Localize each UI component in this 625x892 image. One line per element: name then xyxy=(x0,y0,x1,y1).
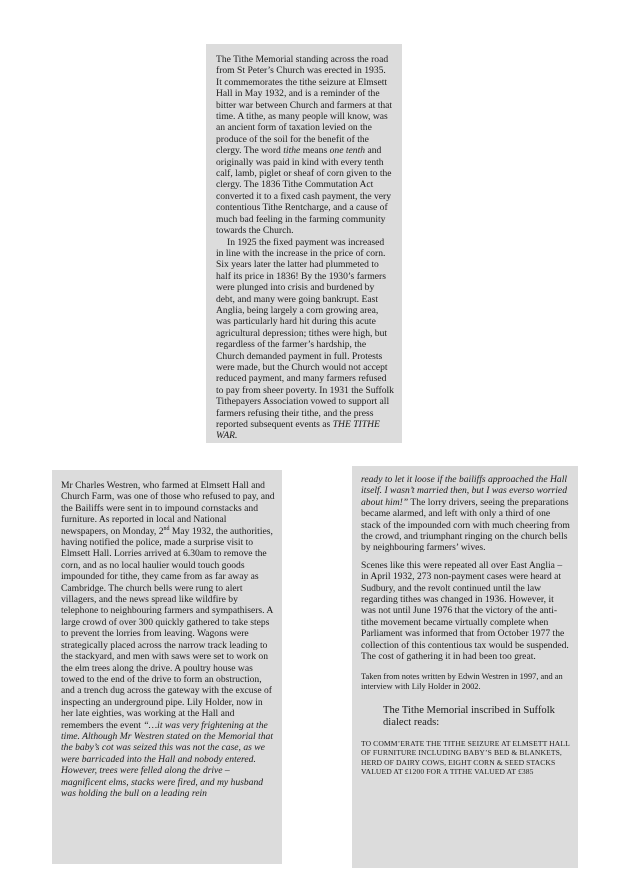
lily-holder-quote-end: ready to let it loose if the bailiffs approached the Hall itself. I wasn’t married then, but I was everso worried about him!” xyxy=(361,474,568,508)
aftermath-panel xyxy=(352,466,578,868)
tithe-war-phrase: THE TITHE WAR. xyxy=(216,419,380,442)
seizure-paragraph: Mr Charles Westren, who farmed at Elmsett Hall and Church Farm, was one of those who refused to pay, and the Bailiffs were sent in to impound cornstacks and furniture. As reported in local and National newspapers, on Monday, 2nd May 1932, the authorities, having notified the police, made a surprise visit to Elmsett Hall. Lorries arrived at 6.30am to remove the corn, and as no local haulier would touch goods impounded for tithe, they came from as far away as Cambridge. The church bells were rung to alert villagers, and the news spread like wildfire by telephone to neighbouring farmers and sympathisers. A large crowd of over 300 quickly gathered to take steps to prevent the lorries from leaving. Wagons were strategically placed across the narrow track leading to the stackyard, and men with saws were set to work on the elm trees along the drive. A poultry house was towed to the end of the drive to form an obstruction, and a trench dug across the gateway with the excuse of inspecting an underground pipe. Lily Holder, now in her late eighties, was working at the Hall and remembers the event “…it was very frightening at the time. Although Mr Westren stated on the Memorial that the baby’s cot was seized this was not the case, as we were barricaded into the Hall and nobody entered. However, trees were felled along the drive – magnificent elms, stacks were fired, and my husband was holding the bull on a leading rein xyxy=(61,480,275,799)
intro-paragraph-2: In 1925 the fixed payment was increased in line with the increase in the price of corn. Six years later the latter had plummeted to half its price in 1836! By the 1930’s farmers were plunged into crisis and burdened by debt, and many were going bankrupt. East Anglia, being largely a corn growing area, was particularly hard hit during this acute agricultural depression; tithes were high, but regardless of the farmer’s hardship, the Church demanded payment in full. Protests were made, but the Church would not accept reduced payment, and many farmers refused to pay from sheer poverty. In 1931 the Suffolk Tithepayers Association vowed to support all farmers refusing their tithe, and the press reported subsequent events as THE TITHE WAR. xyxy=(216,236,394,442)
source-credit: Taken from notes written by Edwin Westren in 1997, and an interview with Lily Holder in 2002. xyxy=(361,671,563,691)
quote-continuation-paragraph: ready to let it loose if the bailiffs approached the Hall itself. I wasn’t married then, but I was everso worried about him!” The lorry drivers, seeing the preparations became alarmed, and left with only a third of one stack of the impounded corn with much cheering from the crowd, and triumphant ringing on the church bells by neighbouring farmers’ wives. xyxy=(361,474,570,554)
word-one-tenth: one tenth xyxy=(329,145,366,157)
seizure-story-panel xyxy=(52,470,282,864)
intro-text-panel xyxy=(206,44,402,443)
memorial-inscription: TO COMM’ERATE THE TITHE SEIZURE AT ELMSETT HALL OF FURNITURE INCLUDING BABY’S BED & BLANKETS, HERD OF DAIRY COWS, EIGHT CORN & SEED STACKS VALUED AT £1200 FOR A TITHE VALUED AT £385 xyxy=(361,738,570,776)
memorial-heading: The Tithe Memorial inscribed in Suffolk dialect reads: xyxy=(383,704,555,728)
word-tithe: tithe xyxy=(283,145,301,157)
revolt-paragraph: Scenes like this were repeated all over East Anglia – in April 1932, 273 non-payment cases were heard at Sudbury, and the revolt continued until the law regarding tithes was changed in 1936. However, it was not until June 1976 that the victory of the anti-tithe movement became virtually complete when Parliament was informed that from October 1977 the collection of this contentious tax would be suspended. The cost of gathering it in had been too great. xyxy=(361,559,569,663)
lily-holder-quote: “…it was very frightening at the time. Although Mr Westren stated on the Memorial that the baby’s cot was seized this was not the case, as we were barricaded into the Hall and nobody entered. However, trees were felled along the drive – magnificent elms, stacks were fired, and my husband was holding the bull on a leading rein xyxy=(61,719,274,799)
intro-paragraph-1: The Tithe Memorial standing across the road from St Peter’s Church was erected in 1935. It commemorates the tithe seizure at Elmsett Hall in May 1932, and is a reminder of the bitter war between Church and farmers at that time. A tithe, as many people will know, was an ancient form of taxation levied on the produce of the soil for the benefit of the clergy. The word tithe means one tenth and originally was paid in kind with every tenth calf, lamb, piglet or sheaf of corn given to the clergy. The 1836 Tithe Commutation Act converted it to a fixed cash payment, the very contentious Tithe Rentcharge, and a cause of much bad feeling in the farming community towards the Church. xyxy=(216,54,393,237)
